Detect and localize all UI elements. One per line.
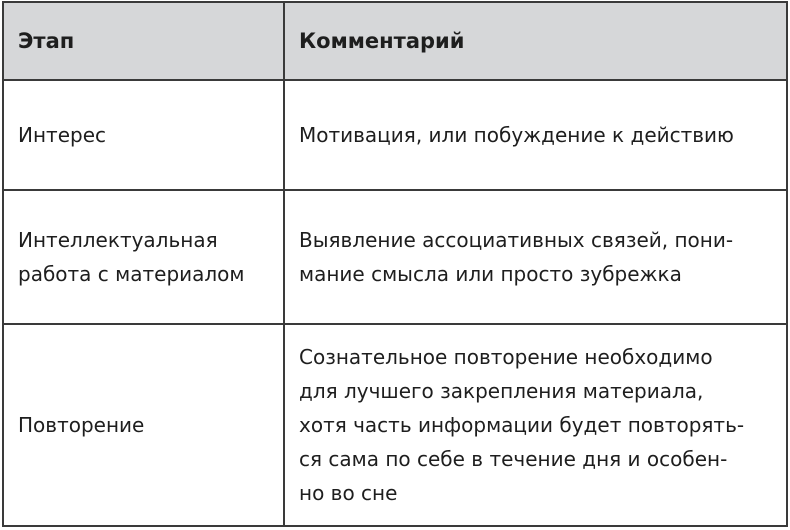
stage-text: Повторение: [18, 413, 145, 437]
stage-cell: [3, 80, 284, 190]
comment-text: Сознательное повторение необходимо: [299, 345, 713, 369]
stage-text: работа с материалом: [18, 262, 245, 286]
stages-table: [2, 1, 788, 527]
comment-text: хотя часть информации будет повторять-: [299, 413, 745, 437]
stage-cell: [3, 324, 284, 526]
comment-text: ся сама по себе в течение дня и особен-: [299, 447, 728, 471]
comment-text: Мотивация, или побуждение к действию: [299, 123, 734, 147]
stage-text: Интеллектуальная: [18, 228, 218, 252]
comment-text: Выявление ассоциативных связей, пони-: [299, 228, 734, 252]
stage-cell: [3, 190, 284, 324]
comment-text: для лучшего закрепления материала,: [299, 379, 704, 403]
table-row: [3, 324, 787, 526]
header-stage: Этап: [3, 2, 284, 80]
table-row: [3, 80, 787, 190]
comment-cell: [284, 80, 787, 190]
table-row: [3, 190, 787, 324]
comment-text: мание смысла или просто зубрежка: [299, 262, 682, 286]
stage-text: Интерес: [18, 123, 106, 147]
comment-cell: [284, 190, 787, 324]
header-row: [3, 2, 787, 80]
comment-text: но во сне: [299, 481, 398, 505]
comment-cell: [284, 324, 787, 526]
header-comment: Комментарий: [284, 2, 787, 80]
